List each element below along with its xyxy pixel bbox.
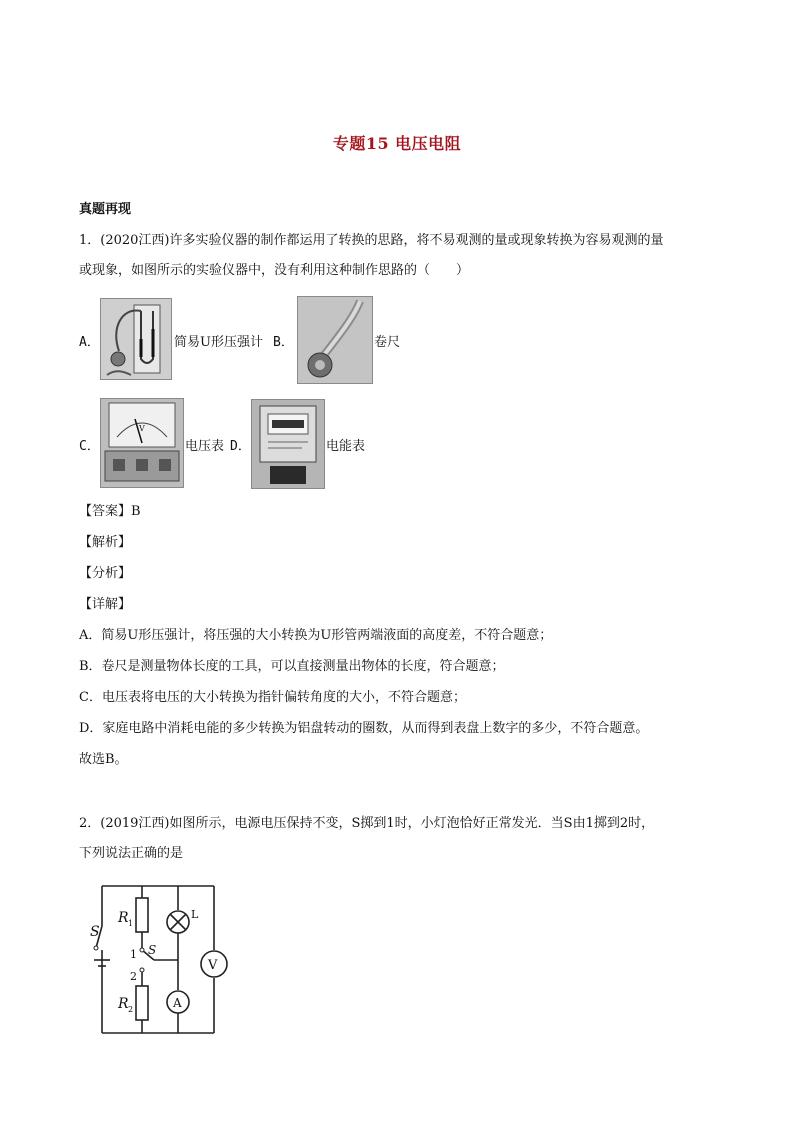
option-b-text: 卷尺 — [374, 335, 401, 350]
option-c-text: 电压表 — [185, 439, 225, 454]
option-d-text: 电能表 — [326, 439, 366, 454]
switch-s2-label: S — [148, 943, 157, 957]
r2-subscript: 2 — [128, 1005, 134, 1014]
voltmeter-icon — [100, 398, 184, 488]
circuit-diagram — [90, 878, 240, 1038]
fenxi-heading: 【分析】 — [79, 566, 132, 581]
r2-label: R — [118, 996, 129, 1012]
switch-s-label: S — [90, 924, 100, 940]
svg-text:V: V — [139, 424, 145, 433]
q1-stem-line2: 或现象，如图所示的实验仪器中，没有利用这种制作思路的（ ） — [79, 263, 470, 278]
energy-meter-icon — [251, 399, 325, 489]
ammeter-label: A — [173, 996, 182, 1010]
switch-s-dot — [94, 946, 98, 950]
section-heading: 真题再现 — [79, 202, 132, 217]
switch-contact-1-dot — [140, 948, 144, 952]
q2-stem-line1: 2．(2019江西)如图所示，电源电压保持不变，S掷到1时，小灯泡恰好正常发光．当S由1掷到2时， — [79, 816, 655, 831]
detail-line-d: D．家庭电路中消耗电能的多少转换为铝盘转动的圈数，从而得到表盘上数字的多少，不符合题意。 — [79, 721, 649, 736]
answer-line: 【答案】B — [79, 504, 141, 519]
r1-subscript: 1 — [128, 919, 134, 928]
option-d-letter: D． — [230, 439, 251, 454]
detail-line-b: B．卷尺是测量物体长度的工具，可以直接测量出物体的长度，符合题意； — [79, 659, 505, 674]
q2-stem-line2: 下列说法正确的是 — [79, 846, 184, 861]
option-c-letter: C． — [79, 439, 100, 454]
tape-measure-icon — [297, 296, 373, 384]
option-b-letter: B． — [273, 335, 294, 350]
q1-stem-line1: 1．(2020江西)许多实验仪器的制作都运用了转换的思路，将不易观测的量或现象转换为容易观测的量 — [79, 233, 664, 248]
r1-label: R — [118, 910, 129, 926]
detail-line-a: A．简易U形压强计，将压强的大小转换为U形管两端液面的高度差，不符合题意； — [79, 628, 553, 643]
voltmeter-label: V — [208, 958, 218, 973]
option-a-letter: A． — [79, 335, 100, 350]
u-tube-manometer-icon — [100, 298, 172, 380]
contact-1-label: 1 — [130, 948, 137, 961]
option-a-text: 简易U形压强计 — [174, 335, 263, 350]
detail-line-c: C．电压表将电压的大小转换为指针偏转角度的大小，不符合题意； — [79, 690, 466, 705]
switch-contact-2-dot — [140, 968, 144, 972]
page-title: 专题15 电压电阻 — [332, 134, 462, 153]
detail-heading: 【详解】 — [79, 597, 132, 612]
contact-2-label: 2 — [130, 970, 137, 983]
analysis-heading: 【解析】 — [79, 535, 132, 550]
lamp-label: L — [191, 908, 199, 921]
detail-conclusion: 故选B。 — [79, 752, 128, 767]
